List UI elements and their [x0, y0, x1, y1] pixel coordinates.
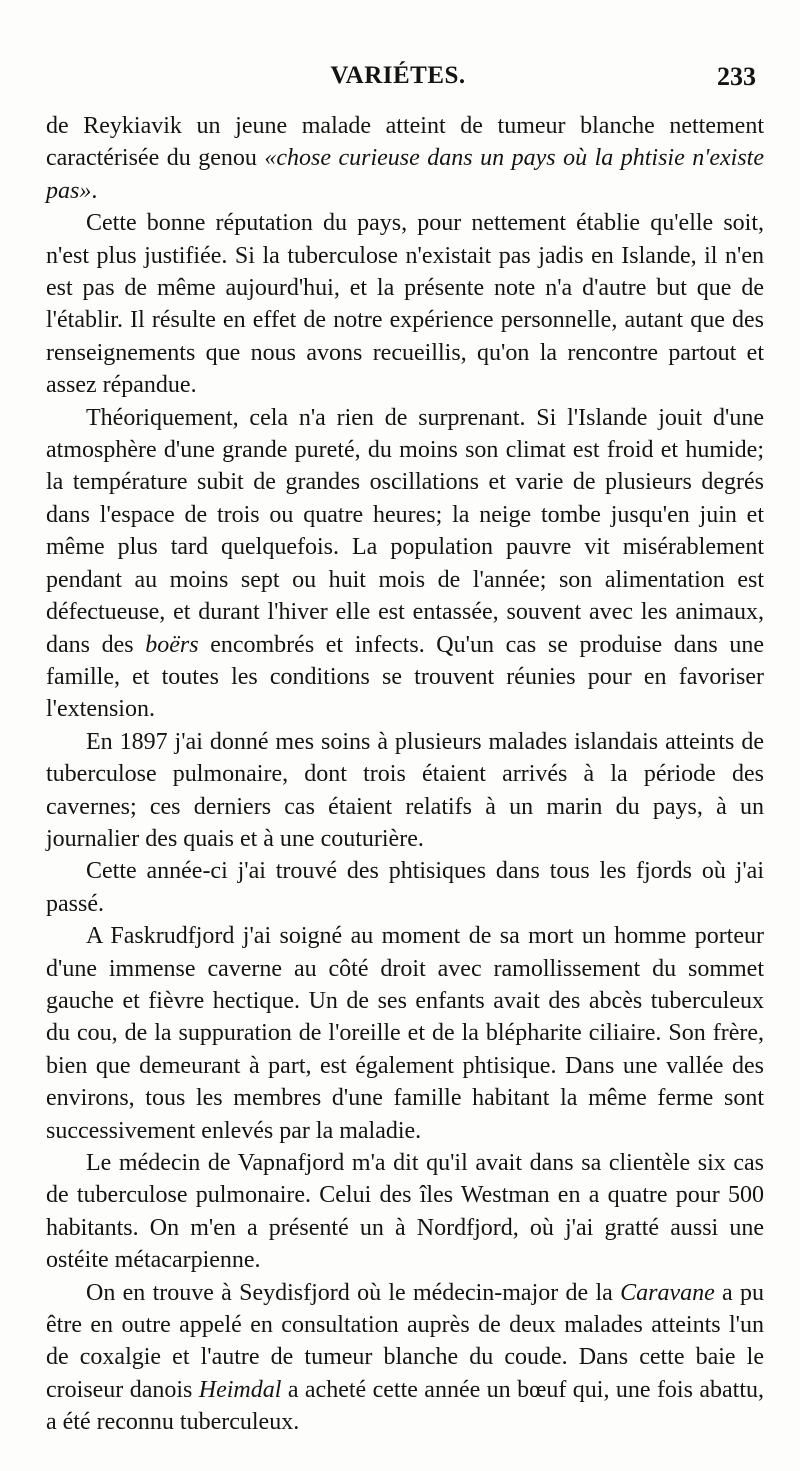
paragraph-3: [46, 402, 764, 726]
page-number: 233: [717, 62, 756, 91]
paragraph-1-text: de Reykiavik un jeune malade atteint de tumeur blanche nettement caractérisée du genou: [46, 113, 764, 172]
paragraph-1-end: .: [91, 177, 98, 204]
paragraph-8-cruiser-name: Heimdal: [198, 1376, 282, 1403]
paragraph-5: Cette année-ci j'ai trouvé des phtisiques dans tous les fjords où j'ai passé.: [46, 858, 764, 917]
running-head: [40, 62, 756, 96]
paragraph-3-text: Théoriquement, cela n'a rien de surprenant. Si l'Islande jouit d'une atmosphère d'une grande pureté, du moins son climat est froid et humide; la température subit de grandes oscillations et varie de plusieurs degrés dans l'espace de trois ou quatre heures; la neige tombe jusqu'en juin et même plus tard quelquefois. La population pauvre vit misérablement pendant au moins sept ou huit mois de l'année; son alimentation est défectueuse, et durant l'hiver elle est entassée, souvent avec les animaux, dans des: [46, 404, 764, 658]
running-title: VARIÉTES.: [330, 62, 466, 89]
paragraph-8-text: On en trouve à Seydisfjord où le médecin-major de la: [86, 1279, 621, 1306]
paragraph-4: En 1897 j'ai donné mes soins à plusieurs malades islandais atteints de tuberculose pulmonaire, dont trois étaient arrivés à la période des cavernes; ces derniers cas étaient relatifs à un marin du pays, à un journalier des quais et à une couturière.: [46, 728, 764, 852]
paragraph-6: A Faskrudfjord j'ai soigné au moment de sa mort un homme porteur d'une immense caverne au côté droit avec ramollissement du sommet gauche et fièvre hectique. Un de ses enfants avait des abcès tuberculeux du cou, de la suppuration de l'oreille et de la blépharite ciliaire. Son frère, bien que demeurant à part, est également phtisique. Dans une vallée des environs, tous les membres d'une famille habitant la même ferme sont successivement enlevés par la maladie.: [46, 923, 764, 1144]
paragraph-8: [46, 1277, 764, 1439]
body-text: [46, 110, 764, 1439]
paragraph-1: [46, 110, 764, 207]
paragraph-3-term: boërs: [145, 631, 199, 658]
paragraph-3-end: encombrés et infects. Qu'un cas se produise dans une famille, et toutes les conditions se trouvent réunies pour en favoriser l'extension.: [46, 631, 765, 723]
paragraph-8-end: a acheté cette année un bœuf qui, une fois abattu, a été reconnu tuberculeux.: [46, 1376, 764, 1436]
paragraph-1-quote: «chose curieuse dans un pays où la phtisie n'existe pas»: [46, 145, 764, 204]
paragraph-8-middle: a pu être en outre appelé en consultation auprès de deux malades atteints l'un de coxalgie et l'autre de tumeur blanche du coude. Dans cette baie le croiseur danois: [46, 1279, 765, 1403]
paragraph-8-ship-name: Caravane: [620, 1279, 715, 1306]
paragraph-2: Cette bonne réputation du pays, pour nettement établie qu'elle soit, n'est plus justifiée. Si la tuberculose n'existait pas jadis en Islande, il n'en est pas de même aujourd'hui, et la présente note n'a d'autre but que de l'établir. Il résulte en effet de notre expérience personnelle, autant que des renseignements que nous avons recueillis, qu'on la rencontre partout et assez répandue.: [46, 210, 764, 399]
paragraph-7: Le médecin de Vapnafjord m'a dit qu'il avait dans sa clientèle six cas de tuberculose pulmonaire. Celui des îles Westman en a quatre pour 500 habitants. On m'en a présenté un à Nordfjord, où j'ai gratté aussi une ostéite métacarpienne.: [46, 1150, 764, 1274]
